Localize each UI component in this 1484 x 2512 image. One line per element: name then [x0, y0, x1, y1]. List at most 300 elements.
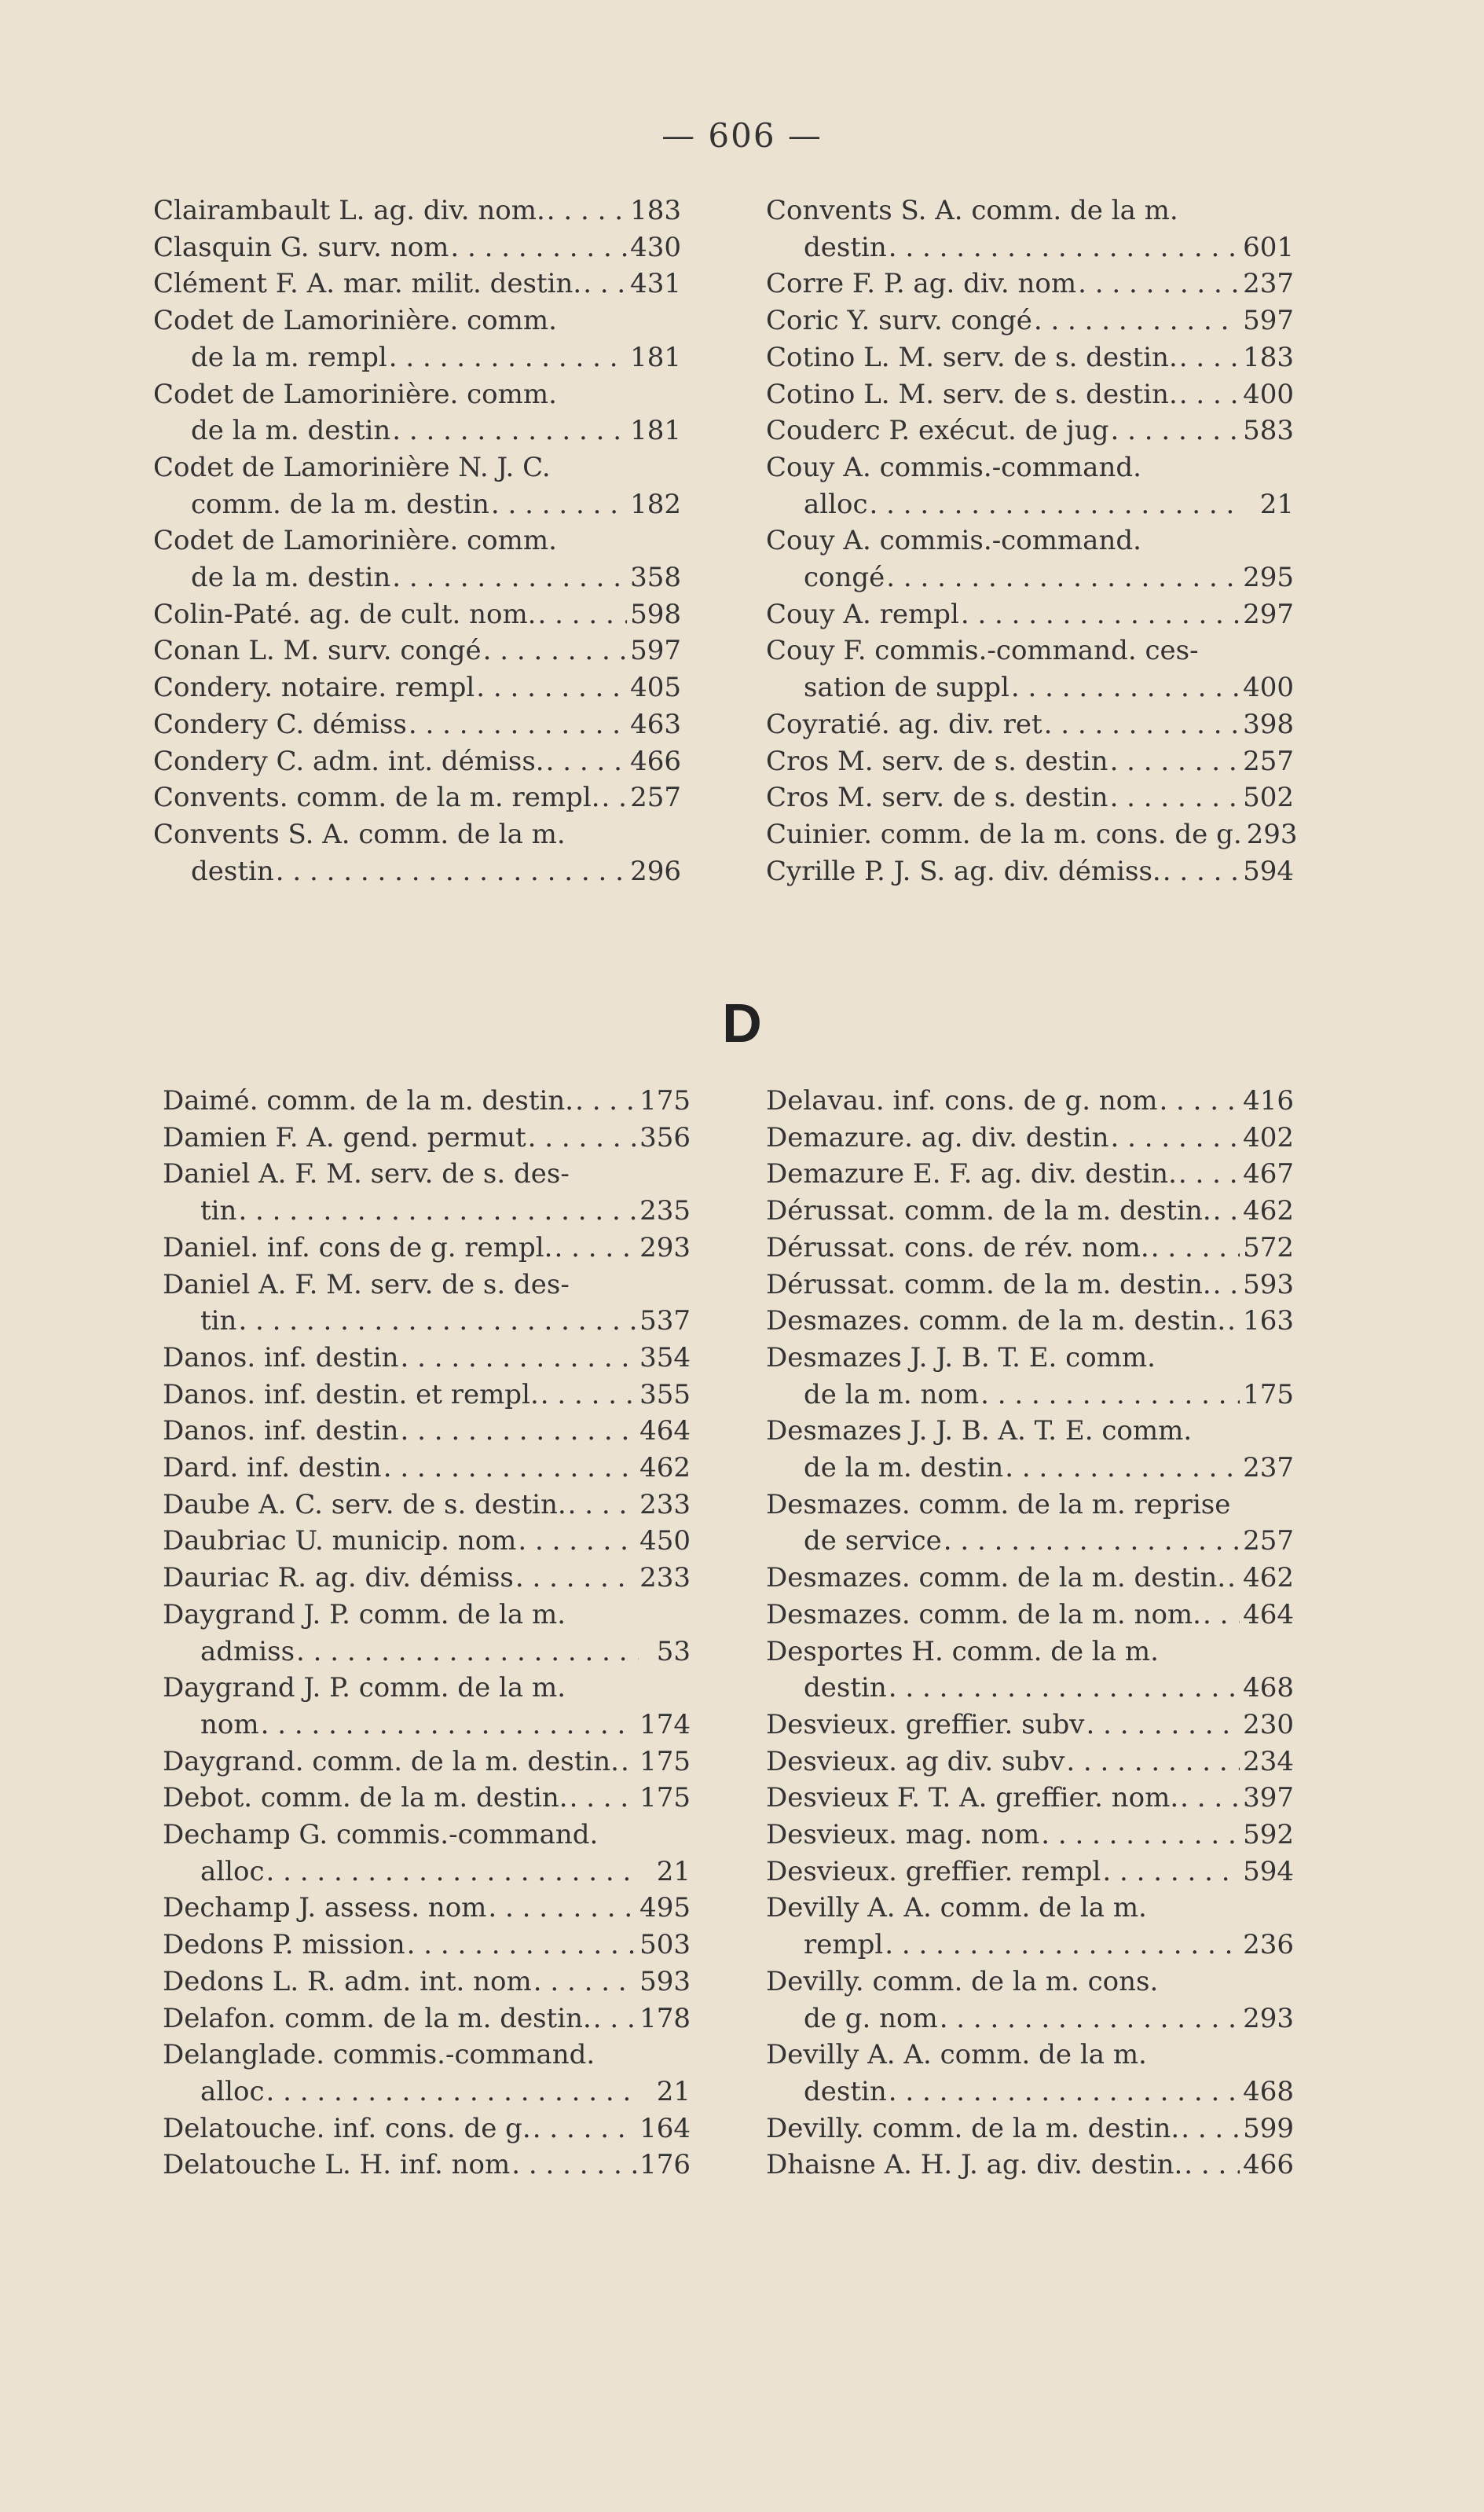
entry-page-number: 430 — [630, 231, 681, 263]
entry-text: comm. de la m. destin — [191, 488, 489, 520]
entry-text: destin — [804, 2075, 887, 2107]
entry-page-number: 468 — [1243, 1672, 1294, 1704]
entry-text: admiss — [200, 1635, 295, 1667]
dot-leader — [1086, 1707, 1240, 1744]
entry-page-number: 178 — [639, 2002, 691, 2034]
entry-page-number: 233 — [639, 1488, 691, 1520]
dot-leader — [1151, 1230, 1240, 1267]
entry-text: Delafon. comm. de la m. destin. — [163, 2002, 592, 2034]
dot-leader — [1159, 1083, 1240, 1120]
index-entry — [766, 1267, 1294, 1304]
index-entry — [766, 1193, 1294, 1230]
index-entry — [163, 1230, 691, 1267]
entry-first-line: Devilly A. A. comm. de la m. — [766, 1892, 1147, 1924]
index-entry — [163, 1964, 691, 2000]
entry-page-number: 503 — [639, 1929, 691, 1961]
dot-leader — [1110, 779, 1240, 816]
dot-leader — [570, 1780, 637, 1817]
entry-text: Daygrand. comm. de la m. destin. — [163, 1745, 619, 1777]
dot-leader — [409, 706, 627, 743]
entry-page-number: 21 — [656, 2075, 691, 2107]
dot-leader — [538, 596, 628, 633]
entry-page-number: 462 — [639, 1452, 691, 1484]
entry-text: Dérussat. cons. de rév. nom. — [766, 1231, 1149, 1263]
entry-page-number: 463 — [630, 708, 681, 740]
index-entry — [766, 1560, 1294, 1597]
entry-text: Colin-Paté. ag. de cult. nom. — [153, 598, 537, 630]
entry-page-number: 597 — [1243, 305, 1294, 337]
entry-page-number: 592 — [1243, 1819, 1294, 1851]
index-entry — [766, 1817, 1294, 1854]
entry-page-number: 466 — [630, 745, 681, 777]
entry-page-number: 495 — [639, 1892, 691, 1924]
entry-text: Condery C. adm. int. démiss. — [153, 745, 544, 777]
entry-text: Clément F. A. mar. milit. destin. — [153, 268, 582, 300]
entry-text: alloc — [200, 1855, 265, 1887]
entry-text: de la m. destin — [191, 415, 391, 447]
entry-page-number: 182 — [630, 488, 681, 520]
index-entry — [766, 1156, 1294, 1193]
index-entry — [163, 2000, 691, 2037]
dot-leader — [1178, 1156, 1240, 1193]
index-entry — [153, 449, 681, 523]
dot-leader — [944, 1523, 1240, 1560]
entry-text: tin — [200, 1195, 237, 1227]
entry-page-number: 164 — [639, 2112, 691, 2144]
entry-text: Couderc P. exécut. de jug — [766, 415, 1109, 447]
entry-text: Dechamp J. assess. nom — [163, 1892, 487, 1924]
entry-first-line: Daygrand J. P. comm. de la m. — [163, 1598, 566, 1630]
entry-page-number: 355 — [639, 1378, 691, 1410]
entry-page-number: 416 — [1243, 1085, 1294, 1117]
entry-page-number: 175 — [1243, 1378, 1294, 1410]
entry-text: Dauriac R. ag. div. démiss — [163, 1562, 514, 1594]
entry-page-number: 293 — [639, 1231, 691, 1263]
entry-text: Coyratié. ag. div. ret — [766, 708, 1042, 740]
entry-page-number: 181 — [630, 415, 681, 447]
entry-text: rempl — [804, 1929, 884, 1961]
index-entry — [153, 523, 681, 596]
dot-leader — [450, 229, 627, 266]
entry-page-number: 593 — [1243, 1268, 1294, 1300]
entry-page-number: 183 — [1243, 341, 1294, 373]
dot-leader — [1180, 1780, 1240, 1817]
dot-leader — [575, 1083, 636, 1120]
entry-page-number: 450 — [639, 1525, 691, 1557]
index-entry — [163, 1120, 691, 1157]
index-entry — [163, 1927, 691, 1964]
entry-first-line: Daniel A. F. M. serv. de s. des- — [163, 1268, 570, 1300]
index-entry — [163, 1267, 691, 1340]
dot-leader — [401, 1413, 637, 1450]
index-entry — [163, 1597, 691, 1670]
entry-text: Cotino L. M. serv. de s. destin. — [766, 378, 1178, 410]
entry-text: Daimé. comm. de la m. destin. — [163, 1085, 574, 1117]
index-entry — [163, 1377, 691, 1414]
entry-page-number: 175 — [639, 1085, 691, 1117]
entry-page-number: 398 — [1243, 708, 1294, 740]
entry-page-number: 464 — [1243, 1598, 1294, 1630]
entry-page-number: 537 — [639, 1305, 691, 1337]
index-entry — [766, 1744, 1294, 1780]
entry-text: Daubriac U. municip. nom — [163, 1525, 517, 1557]
index-entry — [766, 413, 1294, 449]
dot-leader — [491, 486, 627, 523]
entry-page-number: 297 — [1243, 598, 1294, 630]
entry-text: Convents. comm. de la m. rempl. — [153, 782, 600, 814]
entry-page-number: 237 — [1243, 268, 1294, 300]
entry-text: Clasquin G. surv. nom — [153, 231, 449, 263]
index-entry — [766, 743, 1294, 780]
dot-leader — [1102, 1854, 1240, 1890]
dot-leader — [407, 1927, 636, 1964]
dot-leader — [528, 1120, 636, 1157]
entry-text: Cros M. serv. de s. destin — [766, 782, 1108, 814]
entry-text: alloc — [804, 488, 868, 520]
entry-text: Couy A. rempl — [766, 598, 959, 630]
dot-leader — [889, 2074, 1240, 2110]
dot-leader — [488, 1890, 636, 1927]
entry-first-line: Desmazes. comm. de la m. reprise — [766, 1488, 1231, 1520]
entry-first-line: Devilly A. A. comm. de la m. — [766, 2039, 1147, 2071]
index-column-top-right — [766, 193, 1298, 889]
dot-leader — [568, 1487, 636, 1524]
entry-text: tin — [200, 1305, 237, 1337]
index-entry — [766, 2037, 1294, 2110]
entry-text: Dedons P. mission — [163, 1929, 405, 1961]
index-entry — [153, 816, 681, 889]
entry-page-number: 237 — [1243, 1452, 1294, 1484]
dot-leader — [546, 743, 627, 780]
entry-text: Desvieux. mag. nom — [766, 1819, 1040, 1851]
index-entry — [766, 1597, 1294, 1634]
dot-leader — [554, 1230, 636, 1267]
entry-first-line: Devilly. comm. de la m. cons. — [766, 1965, 1159, 1997]
entry-page-number: 175 — [639, 1745, 691, 1777]
index-entry — [163, 1817, 691, 1890]
index-entry — [163, 1670, 691, 1743]
index-entry — [163, 2037, 691, 2110]
entry-first-line: Desmazes J. J. B. T. E. comm. — [766, 1341, 1156, 1373]
dot-leader — [401, 1340, 637, 1377]
dot-leader — [392, 559, 627, 596]
dot-leader — [1227, 1560, 1240, 1597]
index-column-top-left — [153, 193, 681, 889]
dot-leader — [296, 1634, 639, 1670]
dot-leader — [980, 1377, 1240, 1414]
dot-leader — [886, 559, 1240, 596]
entry-text: Desmazes. comm. de la m. destin. — [766, 1562, 1226, 1594]
entry-page-number: 583 — [1243, 415, 1294, 447]
entry-page-number: 356 — [639, 1121, 691, 1153]
dot-leader — [1111, 1120, 1240, 1157]
entry-page-number: 405 — [630, 672, 681, 704]
dot-leader — [1044, 706, 1240, 743]
entry-text: de la m. nom — [804, 1378, 980, 1410]
dot-leader — [1179, 376, 1240, 413]
index-entry — [163, 1340, 691, 1377]
entry-text: Cotino L. M. serv. de s. destin. — [766, 341, 1178, 373]
entry-text: Coric Y. surv. congé — [766, 305, 1032, 337]
index-entry — [766, 1340, 1294, 1413]
entry-text: Condery C. démiss — [153, 708, 407, 740]
dot-leader — [1078, 266, 1240, 303]
entry-page-number: 293 — [1246, 818, 1298, 850]
index-entry — [766, 1780, 1294, 1817]
entry-text: Desvieux. greffier. rempl — [766, 1855, 1101, 1887]
entry-text: Demazure E. F. ag. div. destin. — [766, 1158, 1177, 1190]
entry-page-number: 601 — [1243, 231, 1294, 263]
index-entry — [766, 339, 1294, 376]
dot-leader — [547, 193, 627, 229]
entry-page-number: 230 — [1243, 1708, 1294, 1740]
entry-page-number: 183 — [630, 195, 681, 226]
index-entry — [153, 266, 681, 303]
dot-leader — [621, 1744, 636, 1780]
dot-leader — [392, 413, 627, 449]
index-entry — [766, 266, 1294, 303]
entry-page-number: 174 — [639, 1708, 691, 1740]
entry-first-line: Daygrand J. P. comm. de la m. — [163, 1672, 566, 1704]
entry-page-number: 462 — [1243, 1195, 1294, 1227]
entry-page-number: 594 — [1243, 1855, 1294, 1887]
entry-text: nom — [200, 1708, 259, 1740]
index-entry — [163, 1083, 691, 1120]
dot-leader — [1034, 303, 1240, 339]
entry-page-number: 402 — [1243, 1121, 1294, 1153]
entry-page-number: 594 — [1243, 855, 1294, 887]
index-entry — [153, 706, 681, 743]
entry-text: sation de suppl — [804, 672, 1009, 704]
entry-text: Cyrille P. J. S. ag. div. démiss. — [766, 855, 1161, 887]
index-entry — [766, 1487, 1294, 1560]
entry-page-number: 257 — [1243, 745, 1294, 777]
index-entry — [766, 1083, 1294, 1120]
index-entry — [153, 303, 681, 376]
dot-leader — [889, 1670, 1240, 1707]
entry-text: Delatouche L. H. inf. nom — [163, 2149, 511, 2181]
entry-first-line: Couy F. commis.-command. ces- — [766, 635, 1199, 667]
entry-first-line: Codet de Lamorinière N. J. C. — [153, 451, 551, 483]
entry-page-number: 176 — [639, 2149, 691, 2181]
entry-first-line: Dechamp G. commis.-command. — [163, 1819, 599, 1851]
entry-text: Delavau. inf. cons. de g. nom — [766, 1085, 1158, 1117]
dot-leader — [261, 1707, 636, 1744]
index-entry — [766, 2110, 1294, 2147]
index-entry — [766, 2147, 1294, 2184]
index-entry — [766, 1230, 1294, 1267]
index-entry — [766, 449, 1294, 523]
index-entry — [153, 193, 681, 229]
entry-text: de g. nom — [804, 2002, 938, 2034]
entry-text: congé — [804, 562, 885, 594]
entry-text: Demazure. ag. div. destin — [766, 1121, 1109, 1153]
entry-page-number: 235 — [639, 1195, 691, 1227]
index-entry — [163, 1780, 691, 1817]
entry-page-number: 175 — [639, 1782, 691, 1814]
index-entry — [766, 1854, 1294, 1890]
dot-leader — [1110, 743, 1240, 780]
dot-leader — [1041, 1817, 1240, 1854]
entry-page-number: 599 — [1243, 2112, 1294, 2144]
entry-text: Dérussat. comm. de la m. destin. — [766, 1268, 1211, 1300]
entry-text: destin — [804, 231, 887, 263]
dot-leader — [1227, 1303, 1240, 1340]
index-entry — [163, 2110, 691, 2147]
entry-first-line: Convents S. A. comm. de la m. — [153, 818, 566, 850]
index-entry — [766, 633, 1294, 706]
index-entry — [153, 633, 681, 669]
dot-leader — [1111, 413, 1240, 449]
entry-text: Cros M. serv. de s. destin — [766, 745, 1108, 777]
entry-page-number: 234 — [1243, 1745, 1294, 1777]
entry-page-number: 572 — [1243, 1231, 1294, 1263]
entry-page-number: 464 — [639, 1415, 691, 1447]
index-entry — [766, 376, 1294, 413]
entry-text: Daniel. inf. cons de g. rempl. — [163, 1231, 553, 1263]
entry-text: Desmazes. comm. de la m. destin. — [766, 1305, 1226, 1337]
entry-page-number: 468 — [1243, 2075, 1294, 2107]
dot-leader — [383, 1450, 636, 1487]
dot-leader — [940, 2000, 1240, 2037]
dot-leader — [1213, 1267, 1240, 1304]
entry-page-number: 257 — [1243, 1525, 1294, 1557]
entry-page-number: 181 — [630, 341, 681, 373]
entry-page-number: 598 — [630, 598, 681, 630]
entry-text: Condery. notaire. rempl — [153, 672, 475, 704]
entry-text: de la m. rempl — [191, 341, 387, 373]
index-entry — [163, 1413, 691, 1450]
entry-page-number: 296 — [630, 855, 681, 887]
entry-page-number: 358 — [630, 562, 681, 594]
entry-text: Clairambault L. ag. div. nom. — [153, 195, 545, 226]
entry-text: Dard. inf. destin — [163, 1452, 382, 1484]
entry-first-line: Couy A. commis.-command. — [766, 525, 1141, 557]
entry-text: Desvieux F. T. A. greffier. nom. — [766, 1782, 1179, 1814]
entry-text: Dérussat. comm. de la m. destin. — [766, 1195, 1211, 1227]
dot-leader — [1181, 2110, 1240, 2147]
entry-text: de la m. destin — [804, 1452, 1004, 1484]
dot-leader — [266, 2074, 639, 2110]
dot-leader — [1213, 1193, 1240, 1230]
entry-text: Damien F. A. gend. permut — [163, 1121, 526, 1153]
index-entry — [766, 523, 1294, 596]
dot-leader — [1179, 339, 1240, 376]
dot-leader — [533, 1964, 636, 2000]
index-entry — [163, 1560, 691, 1597]
entry-first-line: Couy A. commis.-command. — [766, 451, 1141, 483]
dot-leader — [870, 486, 1242, 523]
dot-leader — [1005, 1450, 1240, 1487]
entry-page-number: 21 — [1259, 488, 1294, 520]
entry-page-number: 462 — [1243, 1562, 1294, 1594]
entry-text: Devilly. comm. de la m. destin. — [766, 2112, 1180, 2144]
index-entry — [163, 1156, 691, 1229]
index-entry — [153, 669, 681, 706]
dot-leader — [583, 266, 627, 303]
index-entry — [766, 706, 1294, 743]
dot-leader — [515, 1560, 636, 1597]
entry-text: Dedons L. R. adm. int. nom — [163, 1965, 532, 1997]
index-entry — [766, 193, 1294, 266]
entry-first-line: Convents S. A. comm. de la m. — [766, 195, 1178, 226]
entry-text: Danos. inf. destin — [163, 1341, 399, 1373]
entry-text: destin — [804, 1672, 887, 1704]
dot-leader — [476, 669, 627, 706]
dot-leader — [961, 596, 1240, 633]
entry-text: Desmazes. comm. de la m. nom. — [766, 1598, 1201, 1630]
entry-text: Danos. inf. destin. et rempl. — [163, 1378, 539, 1410]
index-column-bottom-right — [766, 1083, 1294, 2184]
entry-text: Debot. comm. de la m. destin. — [163, 1782, 568, 1814]
entry-page-number: 502 — [1243, 782, 1294, 814]
entry-page-number: 400 — [1243, 672, 1294, 704]
index-entry — [153, 596, 681, 633]
entry-page-number: 257 — [630, 782, 681, 814]
entry-text: Dhaisne A. H. J. ag. div. destin. — [766, 2149, 1183, 2181]
dot-leader — [1163, 853, 1240, 890]
index-entry — [163, 1890, 691, 1927]
dot-leader — [1066, 1744, 1240, 1780]
entry-first-line: Daniel A. F. M. serv. de s. des- — [163, 1158, 570, 1190]
dot-leader — [889, 229, 1240, 266]
entry-first-line: Codet de Lamorinière. comm. — [153, 378, 557, 410]
entry-page-number: 466 — [1243, 2149, 1294, 2181]
entry-first-line: Desmazes J. J. B. A. T. E. comm. — [766, 1415, 1193, 1447]
entry-page-number: 233 — [639, 1562, 691, 1594]
entry-text: Danos. inf. destin — [163, 1415, 399, 1447]
index-entry — [153, 229, 681, 266]
entry-text: destin — [191, 855, 274, 887]
index-entry — [766, 1707, 1294, 1744]
entry-page-number: 163 — [1243, 1305, 1294, 1337]
dot-leader — [602, 779, 628, 816]
entry-first-line: Desportes H. comm. de la m. — [766, 1635, 1159, 1667]
index-entry — [766, 1120, 1294, 1157]
entry-page-number: 593 — [639, 1965, 691, 1997]
index-entry — [153, 779, 681, 816]
index-entry — [163, 1744, 691, 1780]
index-entry — [163, 1450, 691, 1487]
entry-page-number: 295 — [1243, 562, 1294, 594]
entry-text: de la m. destin — [191, 562, 391, 594]
index-entry — [163, 1487, 691, 1524]
dot-leader — [1184, 2147, 1240, 2184]
dot-leader — [518, 1523, 636, 1560]
dot-leader — [885, 1927, 1240, 1964]
entry-first-line: Codet de Lamorinière. comm. — [153, 305, 557, 337]
dot-leader — [1203, 1597, 1240, 1634]
dot-leader — [276, 853, 627, 890]
index-column-bottom-left — [163, 1083, 691, 2184]
entry-page-number: 293 — [1243, 2002, 1294, 2034]
section-letter: D — [722, 992, 762, 1054]
entry-text: Conan L. M. surv. congé — [153, 635, 482, 667]
index-entry — [766, 1413, 1294, 1486]
entry-text: Corre F. P. ag. div. nom — [766, 268, 1077, 300]
dot-leader — [593, 2000, 636, 2037]
entry-first-line: Codet de Lamorinière. comm. — [153, 525, 557, 557]
dot-leader — [533, 2110, 636, 2147]
entry-text: Desvieux. ag div. subv — [766, 1745, 1065, 1777]
entry-first-line: Delanglade. commis.-command. — [163, 2039, 595, 2071]
index-entry — [766, 1303, 1294, 1340]
entry-page-number: 354 — [639, 1341, 691, 1373]
entry-page-number: 236 — [1243, 1929, 1294, 1961]
index-entry — [766, 816, 1298, 853]
entry-text: Cuinier. comm. de la m. cons. de g. — [766, 818, 1242, 850]
index-entry — [766, 596, 1294, 633]
